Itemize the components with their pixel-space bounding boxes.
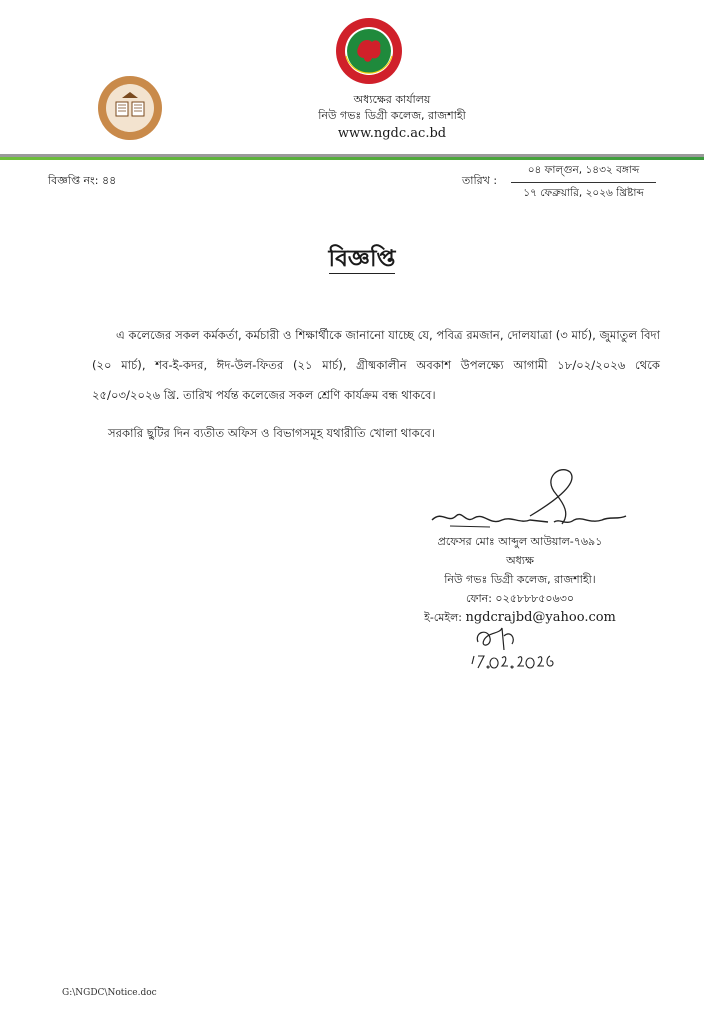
email-label: ই-মেইল: bbox=[424, 611, 462, 624]
notice-number: বিজ্ঞপ্তি নং: ৪৪ bbox=[48, 174, 117, 187]
signatory-phone: ফোন: ০২৫৮৮৮৫০৬৩০ bbox=[465, 592, 575, 605]
date-gregorian: ১৭ ফেব্রুয়ারি, ২০২৬ খ্রিষ্টাব্দ bbox=[523, 187, 644, 199]
notice-paragraph-2: সরকারি ছুটির দিন ব্যতীত অফিস ও বিভাগসমূহ যথারীতি খোলা থাকবে। bbox=[108, 426, 436, 440]
date-block bbox=[511, 163, 656, 203]
notice-title bbox=[0, 240, 724, 279]
countersignature bbox=[466, 624, 556, 672]
header-rule-green bbox=[0, 157, 704, 160]
signatory-institution: নিউ গভঃ ডিগ্রী কলেজ, রাজশাহী। bbox=[444, 573, 596, 586]
government-seal-icon bbox=[334, 16, 404, 86]
date-bangla: ০৪ ফাল্গুন, ১৪৩২ বঙ্গাব্দ bbox=[511, 163, 656, 183]
notice-title-text: বিজ্ঞপ্তি bbox=[328, 246, 396, 272]
signatory-block bbox=[400, 532, 640, 627]
website-link[interactable]: www.ngdc.ac.bd bbox=[337, 126, 447, 141]
notice-paragraph-1: এ কলেজের সকল কর্মকর্তা, কর্মচারী ও শিক্ষার্থীকে জানানো যাচ্ছে যে, পবিত্র রমজান, দোলযাত্রা (৩ মার্চ), জুমাতুল বিদা (২০ মার্চ), শব-ই-কদর, ঈদ-উল-ফিতর (২১ মার্চ), গ্রীষ্মকালীন অবকাশ উপলক্ষ্যে আগামী ১৮/০২/২০২৬ থেকে ২৫/০৩/২০২৬ খ্রি. তারিখ পর্যন্ত কলেজের সকল শ্রেণি কার্যক্রম বন্ধ থাকবে। bbox=[92, 328, 660, 402]
footer-file-path: G:\NGDC\Notice.doc bbox=[62, 988, 157, 998]
college-name: নিউ গভঃ ডিগ্রী কলেজ, রাজশাহী bbox=[318, 109, 466, 122]
date-label: তারিখ : bbox=[462, 174, 498, 187]
notice-body bbox=[92, 320, 660, 448]
signatory-name: প্রফেসর মোঃ আব্দুল আউয়াল-৭৬৯১ bbox=[437, 535, 603, 548]
office-name: অধ্যক্ষের কার্যালয় bbox=[353, 93, 431, 106]
letterhead bbox=[0, 92, 724, 142]
email-address[interactable]: ngdcrajbd@yahoo.com bbox=[465, 610, 616, 625]
signatory-designation: অধ্যক্ষ bbox=[506, 554, 534, 567]
